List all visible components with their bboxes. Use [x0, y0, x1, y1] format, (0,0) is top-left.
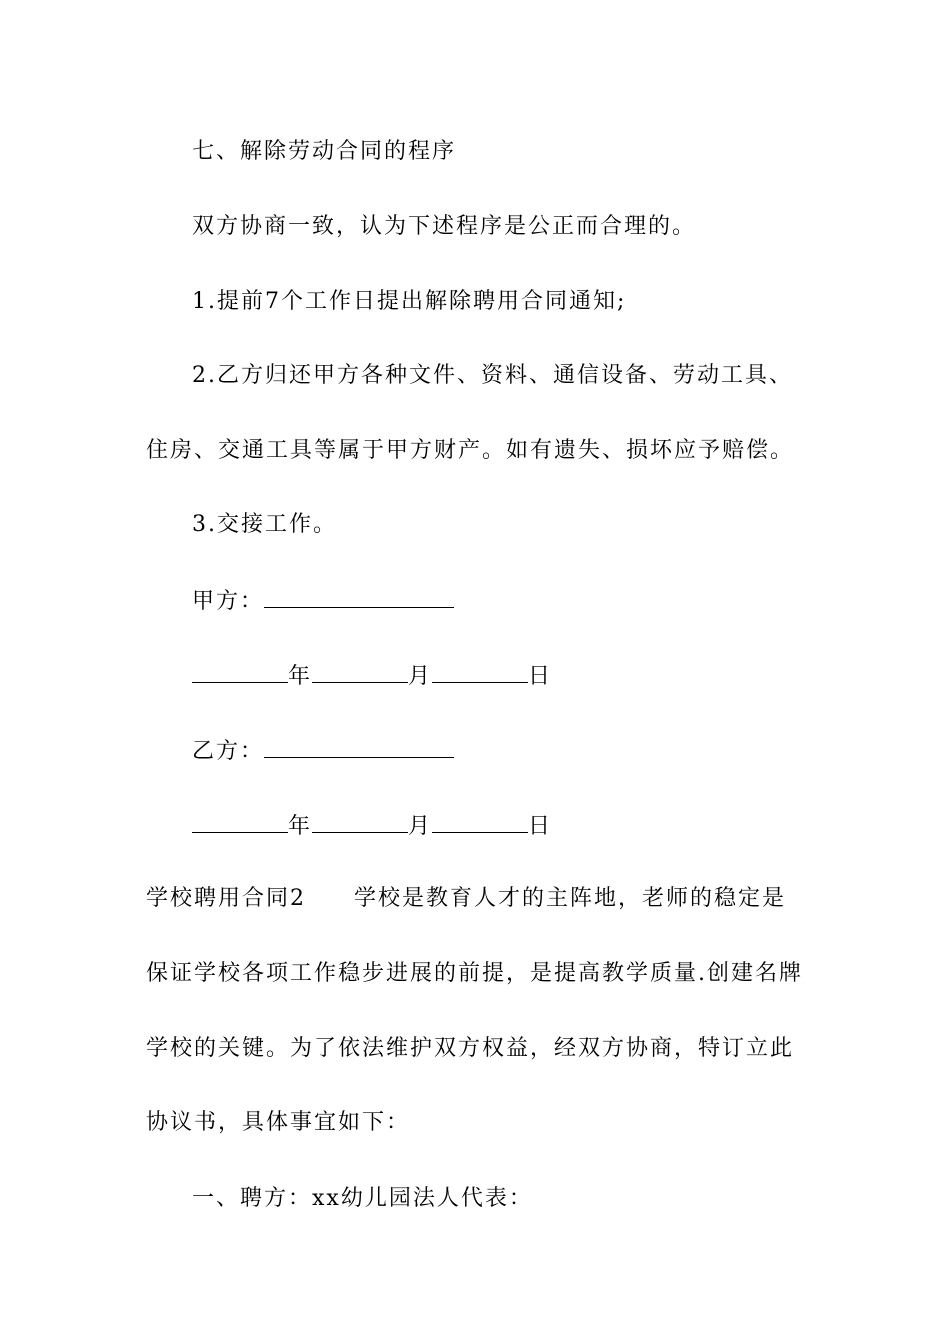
heading-termination-procedure: 七、解除劳动合同的程序	[192, 139, 457, 164]
year-label: 年	[288, 664, 313, 689]
paragraph-agreement: 双方协商一致，认为下述程序是公正而合理的。	[192, 214, 697, 239]
paragraph-item-2: 2.乙方归还甲方各种文件、资料、通信设备、劳动工具、	[192, 363, 793, 388]
day-blank	[432, 810, 528, 833]
paragraph-item-3: 3.交接工作。	[192, 512, 337, 537]
year-label: 年	[288, 814, 313, 839]
section-2-paragraph-line-3: 学校的关键。为了依法维护双方权益，经双方协商，特订立此	[146, 1036, 795, 1061]
party-a-blank	[264, 585, 454, 608]
day-label: 日	[528, 664, 553, 689]
party-b-label: 乙方：	[192, 739, 265, 764]
clause-1-employer: 一、聘方：xx幼儿园法人代表：	[192, 1186, 533, 1211]
month-blank	[312, 810, 408, 833]
party-b-date-line	[192, 810, 552, 842]
section-2-first-line	[146, 884, 786, 914]
year-blank	[192, 810, 288, 833]
party-a-signature-line	[192, 585, 454, 617]
party-b-signature-line	[192, 735, 454, 767]
section-2-title: 学校聘用合同2	[146, 886, 306, 911]
month-label: 月	[408, 664, 433, 689]
party-a-date-line	[192, 660, 552, 692]
month-label: 月	[408, 814, 433, 839]
day-blank	[432, 660, 528, 683]
month-blank	[312, 660, 408, 683]
paragraph-item-2-continued: 住房、交通工具等属于甲方财产。如有遗失、损坏应予赔偿。	[146, 438, 795, 463]
party-a-label: 甲方：	[192, 589, 265, 614]
party-b-blank	[264, 735, 454, 758]
year-blank	[192, 660, 288, 683]
section-2-paragraph-line-4: 协议书，具体事宜如下：	[146, 1110, 411, 1135]
section-2-paragraph-line-2: 保证学校各项工作稳步进展的前提，是提高教学质量.创建名牌	[146, 961, 803, 986]
paragraph-item-1: 1.提前7个工作日提出解除聘用合同通知;	[192, 289, 627, 314]
day-label: 日	[528, 814, 553, 839]
section-2-intro: 学校是教育人才的主阵地，老师的稳定是	[354, 886, 787, 911]
